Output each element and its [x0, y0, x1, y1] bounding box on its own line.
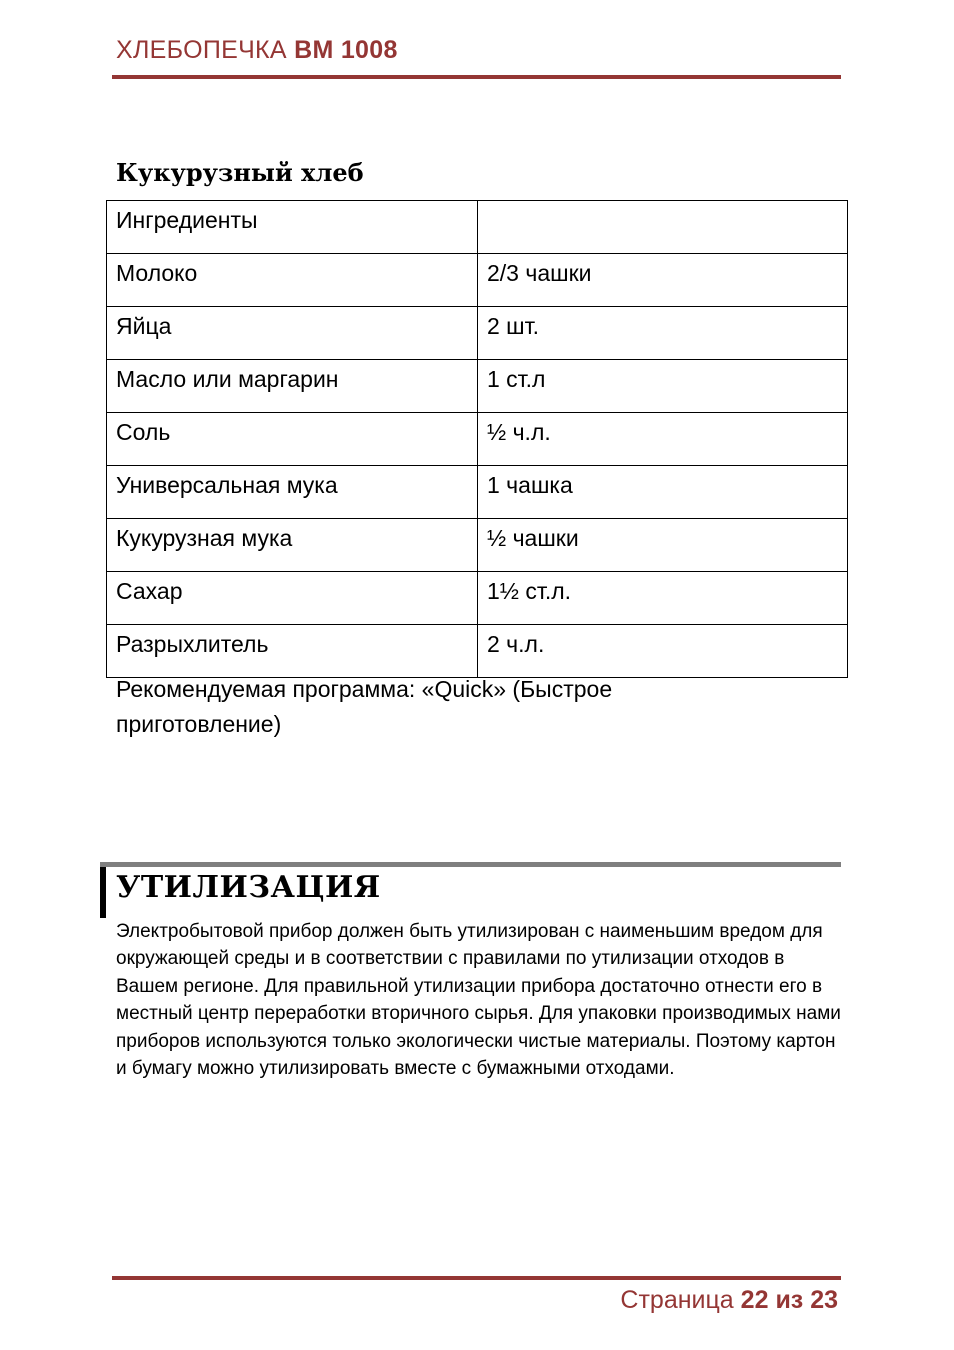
table-cell-ingredient: Соль	[107, 413, 478, 466]
header-model: BM 1008	[294, 36, 398, 64]
section-title: УТИЛИЗАЦИЯ	[116, 870, 381, 905]
table-cell-ingredient: Разрыхлитель	[107, 625, 478, 678]
page-current: 22	[740, 1286, 769, 1314]
table-row	[107, 519, 848, 572]
section-accent-bar	[100, 867, 106, 918]
table-cell-ingredient: Сахар	[107, 572, 478, 625]
page-label: Страница	[620, 1286, 734, 1314]
table-cell-ingredient: Масло или маргарин	[107, 360, 478, 413]
table-cell-ingredient: Яйца	[107, 307, 478, 360]
table-cell-amount: 1 чашка	[478, 466, 848, 519]
table-cell-ingredient: Кукурузная мука	[107, 519, 478, 572]
header-title-prefix: ХЛЕБОПЕЧКА	[116, 36, 287, 64]
recipe-title: Кукурузный хлеб	[116, 158, 364, 187]
page-of: из	[775, 1286, 804, 1314]
table-cell-amount: ½ чашки	[478, 519, 848, 572]
header-rule	[112, 75, 841, 79]
table-row	[107, 360, 848, 413]
table-cell-amount: 1 ст.л	[478, 360, 848, 413]
disposal-text: Электробытовой прибор должен быть утилизирован с наименьшим вредом для окружающей среды и в соответствии с правилами по утилизации отходов в Вашем регионе. Для правильной утилизации прибора достаточно отнести его в местный центр переработки вторичного сырья. Для упаковки производимых нами приборов используются только экологически чистые материалы. Поэтому картон и бумагу можно утилизировать вместе с бумажными отходами.	[116, 921, 841, 1080]
recommended-program: Рекомендуемая программа: «Quick» (Быстрое приготовление)	[116, 676, 613, 737]
page-total: 23	[810, 1286, 838, 1314]
table-cell-ingredient: Ингредиенты	[107, 201, 478, 254]
header-title	[116, 36, 398, 65]
table-row	[107, 254, 848, 307]
footer-rule	[112, 1276, 841, 1280]
table-row	[107, 307, 848, 360]
table-row	[107, 413, 848, 466]
table-cell-amount: 2 шт.	[478, 307, 848, 360]
table-row	[107, 625, 848, 678]
table-cell-ingredient: Универсальная мука	[107, 466, 478, 519]
table-cell-amount: 2/3 чашки	[478, 254, 848, 307]
table-row	[107, 466, 848, 519]
page-number	[620, 1286, 838, 1315]
table-row	[107, 572, 848, 625]
table-cell-amount: 1½ ст.л.	[478, 572, 848, 625]
section-rule	[100, 862, 841, 867]
table-cell-amount	[478, 201, 848, 254]
table-cell-amount: ½ ч.л.	[478, 413, 848, 466]
table-cell-amount: 2 ч.л.	[478, 625, 848, 678]
table-header-row	[107, 201, 848, 254]
ingredients-table	[106, 200, 848, 678]
table-cell-ingredient: Молоко	[107, 254, 478, 307]
